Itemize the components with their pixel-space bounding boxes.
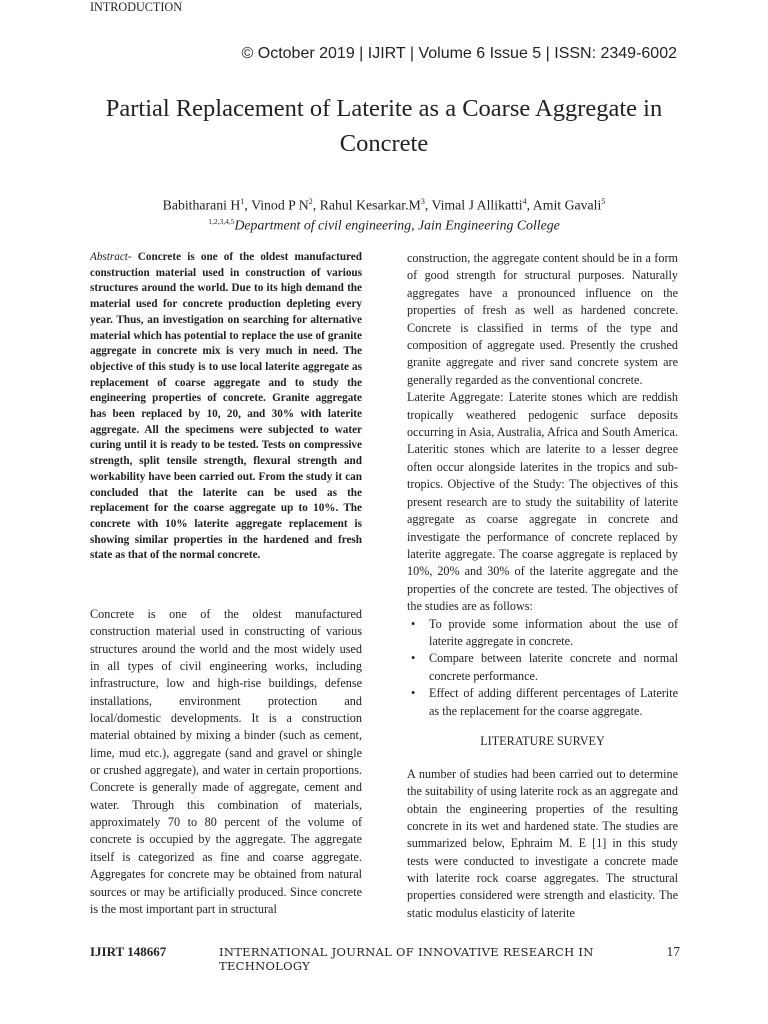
author-name: Vinod P N: [251, 197, 309, 213]
right-column: [407, 250, 678, 720]
affiliation-text: Department of civil engineering, Jain Engineering College: [234, 217, 560, 233]
footer-paper-id: IJIRT 148667: [90, 944, 167, 959]
introduction-heading: INTRODUCTION: [89, 0, 183, 14]
journal-header: © October 2019 | IJIRT | Volume 6 Issue 5 | ISSN: 2349-6002: [241, 45, 677, 62]
author-superscript: 2: [308, 197, 313, 206]
author-superscript: 4: [522, 197, 527, 206]
right-paragraph-2: Laterite Aggregate: Laterite stones which are reddish tropically weathered pedogenic surface deposits occurring in Asia, Australia, Africa and South America. Lateritic stones which are laterite to a lesser degree often occur alongside laterites in the tropics and sub-tropics. Objective of the Study: The objectives of this present research are to study the suitability of laterite aggregate as coarse aggregate in concrete and investigate the performance of concrete replaced by laterite aggregate. The coarse aggregate is replaced by 10%, 20% and 30% of the laterite aggregate and the properties of the concrete are tested. The objectives of the studies are as follows:: [407, 390, 678, 614]
affiliation-superscript: 1,2,3,4,5: [208, 217, 235, 226]
page-footer: [90, 944, 680, 973]
objective-item: • Effect of adding different percentages of Laterite as the replacement for the coarse aggregate.: [407, 685, 678, 720]
abstract-text: Concrete is one of the oldest manufactured construction material used in construction of various structures around the world. Due to its high demand the material used for concrete production depleting every year. Thus, an investigation on searching for alternative material which has potential to replace the use of granite aggregate in concrete mix is very much in need. The objective of this study is to use local laterite aggregate as replacement of coarse aggregate and to study the engineering properties of concrete. Granite aggregate has been replaced by 10, 20, and 30% with laterite aggregate. All the specimens were subjected to water curing until it is ready to be tested. Tests on compressive strength, split tensile strength, flexural strength and workability have been carried out. From the study it can concluded that the laterite can be used as the replacement for the coarse aggregate up to 10%. The concrete with 10% laterite aggregate replacement is showing similar properties in the hardened and fresh state as that of the normal concrete.: [90, 251, 362, 562]
abstract-block: [90, 250, 362, 564]
page-number: 17: [666, 944, 680, 959]
affiliation: [60, 217, 708, 234]
objectives-list: [407, 616, 678, 720]
author-name: Amit Gavali: [532, 197, 602, 213]
author-superscript: 1: [240, 197, 245, 206]
literature-survey-heading: LITERATURE SURVEY: [480, 734, 605, 748]
footer-journal-name: INTERNATIONAL JOURNAL OF INNOVATIVE RESEARCH IN TECHNOLOGY: [219, 945, 594, 973]
author-name: Vimal J Allikatti: [431, 197, 523, 213]
introduction-body: [90, 606, 362, 918]
author-name: Rahul Kesarkar.M: [319, 197, 421, 213]
objective-item: • To provide some information about the use of laterite aggregate in concrete.: [407, 616, 678, 651]
right-paragraph-1: construction, the aggregate content should be in a form of good strength for structural purposes. Naturally aggregates have a pronounced influence on the properties of fresh as well as hardened concrete. Concrete is classified in terms of the type and composition of aggregate used. Presently the crushed granite aggregate and river sand concrete system are generally regarded as the conventional concrete.: [407, 251, 678, 387]
author-list: Babitharani $H^1$, Vinod P $N^2$, Rahul $Kesarkar.M^3$, Vimal J Allikatti$^4$, Amit Gavali$^5$: [162, 197, 606, 213]
author-superscript: 3: [420, 197, 425, 206]
author-superscript: 5: [601, 197, 606, 206]
author-name: Babitharani H: [162, 197, 241, 213]
objective-item: • Compare between laterite concrete and normal concrete performance.: [407, 650, 678, 685]
literature-survey-body: [407, 766, 678, 922]
abstract-label: Abstract-: [90, 251, 132, 263]
paper-title: Partial Replacement of Laterite as a Coarse Aggregate in Concrete: [105, 95, 663, 157]
introduction-paragraph: Concrete is one of the oldest manufactured construction material used in constructing of various structures around the world and the most widely used in all types of civil engineering works, including infrastructure, low and high-rise buildings, defense installations, environment protection and local/domestic developments. It is a construction material obtained by mixing a binder (such as cement, lime, mud etc.), aggregate (sand and gravel or shingle or crushed aggregate), and water in certain proportions. Concrete is generally made of aggregate, cement and water. Through this combination of materials, approximately 70 to 80 percent of the volume of concrete is occupied by the aggregate. The aggregate itself is categorized as fine and coarse aggregate. Aggregates for concrete may be obtained from natural sources or may be artificially produced. Since concrete is the most important part in structural: [90, 607, 362, 916]
literature-survey-paragraph: A number of studies had been carried out to determine the suitability of using laterite rock as an aggregate and obtain the engineering properties of the resulting concrete in its wet and hardened state. The studies are summarized below, Ephraim M. E [1] in this study tests were conducted to investigate a concrete made with laterite rock coarse aggregates. The structural properties considered were strength and elasticity. The static modulus elasticity of laterite: [407, 767, 678, 920]
